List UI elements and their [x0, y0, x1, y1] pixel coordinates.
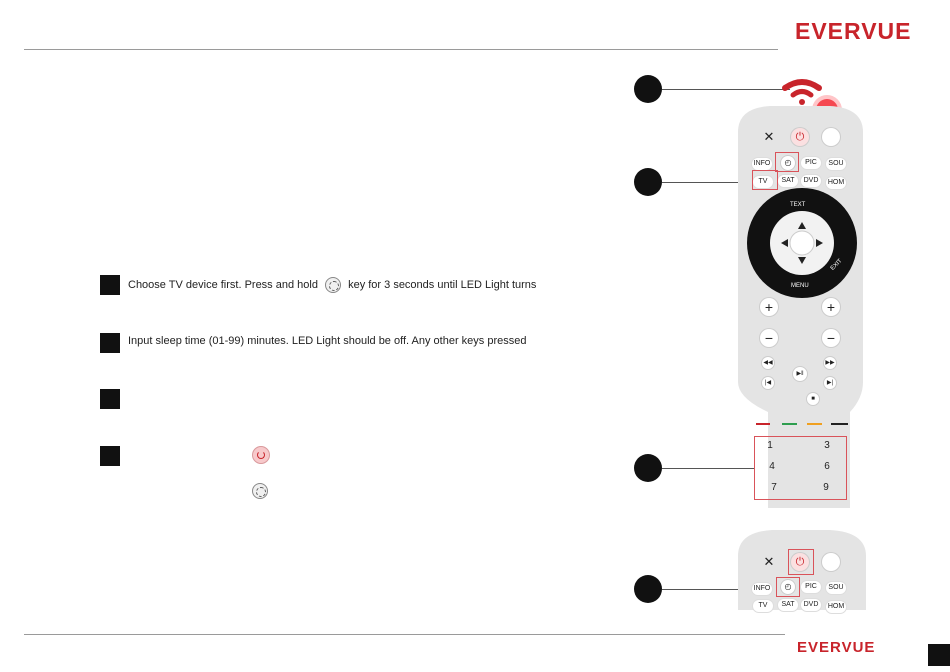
text-key-label[interactable]: TEXT — [790, 202, 806, 208]
highlight-tv-key — [752, 170, 778, 190]
step-1-marker — [100, 275, 120, 295]
sleep-timer-icon[interactable]: ◴ — [781, 156, 795, 170]
volume-up-button[interactable]: + — [760, 298, 778, 316]
next-button[interactable]: ▶| — [824, 377, 836, 389]
sou-button[interactable]: SOU — [826, 582, 846, 594]
callout-marker-2 — [634, 168, 662, 196]
info-button[interactable]: INFO — [752, 158, 772, 170]
highlight-power-key — [788, 549, 814, 575]
sat-button[interactable]: SAT — [778, 599, 798, 611]
hom-button[interactable]: HOM — [826, 177, 846, 189]
callout-marker-4 — [634, 575, 662, 603]
key-3[interactable]: 3 — [824, 440, 830, 451]
key-4[interactable]: 4 — [769, 461, 775, 472]
step-2-marker — [100, 333, 120, 353]
previous-button[interactable]: |◀ — [762, 377, 774, 389]
info-button[interactable]: INFO — [752, 583, 772, 595]
mute-icon[interactable]: ✕ — [763, 554, 775, 569]
key-1[interactable]: 1 — [767, 440, 773, 451]
key-7[interactable]: 7 — [771, 482, 777, 493]
blank-round-button[interactable] — [822, 128, 840, 146]
fast-forward-button[interactable]: ▶▶ — [824, 357, 836, 369]
exit-key-label[interactable]: EXIT — [829, 258, 844, 272]
callout-marker-3 — [634, 454, 662, 482]
step-1-text-before: Choose TV device first. Press and hold — [128, 278, 318, 291]
sleep-timer-icon[interactable]: ◴ — [781, 580, 795, 594]
highlight-sleep-key — [776, 577, 800, 597]
dvd-button[interactable]: DVD — [801, 175, 821, 187]
callout-marker-1 — [634, 75, 662, 103]
channel-up-button[interactable]: + — [822, 298, 840, 316]
brand-logo-top: EVERVUE — [795, 18, 912, 44]
step-1-text — [128, 277, 536, 293]
sat-button[interactable]: SAT — [778, 175, 798, 187]
stop-button[interactable]: ■ — [807, 393, 819, 405]
pic-button[interactable]: PIC — [801, 157, 821, 169]
step-2-text: Input sleep time (01-99) minutes. LED Light should be off. Any other keys pressed — [128, 335, 527, 347]
power-button[interactable]: ⏻ — [791, 128, 809, 146]
hom-button[interactable]: HOM — [826, 601, 846, 613]
mute-icon[interactable]: ✕ — [763, 129, 775, 144]
brand-logo-bottom: EVERVUE — [797, 639, 876, 656]
channel-down-button[interactable]: − — [822, 329, 840, 347]
key-6[interactable]: 6 — [824, 461, 830, 472]
key-9[interactable]: 9 — [823, 482, 829, 493]
sou-button[interactable]: SOU — [826, 158, 846, 170]
dvd-button[interactable]: DVD — [801, 599, 821, 611]
step-3-marker — [100, 389, 120, 409]
power-icon — [252, 446, 270, 464]
page-tab — [928, 644, 950, 666]
header-divider — [24, 49, 778, 50]
sleep-timer-icon — [325, 277, 341, 293]
pic-button[interactable]: PIC — [801, 581, 821, 593]
blank-round-button[interactable] — [822, 553, 840, 571]
step-1-text-after: key for 3 seconds until LED Light turns — [348, 278, 537, 291]
tv-button[interactable]: TV — [753, 176, 773, 188]
play-pause-button[interactable]: ▶‖ — [793, 367, 807, 381]
step-4-marker — [100, 446, 120, 466]
footer-divider — [24, 634, 785, 635]
rewind-button[interactable]: ◀◀ — [762, 357, 774, 369]
volume-down-button[interactable]: − — [760, 329, 778, 347]
step-4-icons — [248, 446, 274, 500]
highlight-sleep-key — [775, 152, 799, 172]
sleep-timer-icon — [252, 483, 268, 499]
menu-key-label[interactable]: MENU — [791, 283, 809, 289]
power-button[interactable]: ⏻ — [791, 553, 809, 571]
tv-button[interactable]: TV — [753, 600, 773, 612]
